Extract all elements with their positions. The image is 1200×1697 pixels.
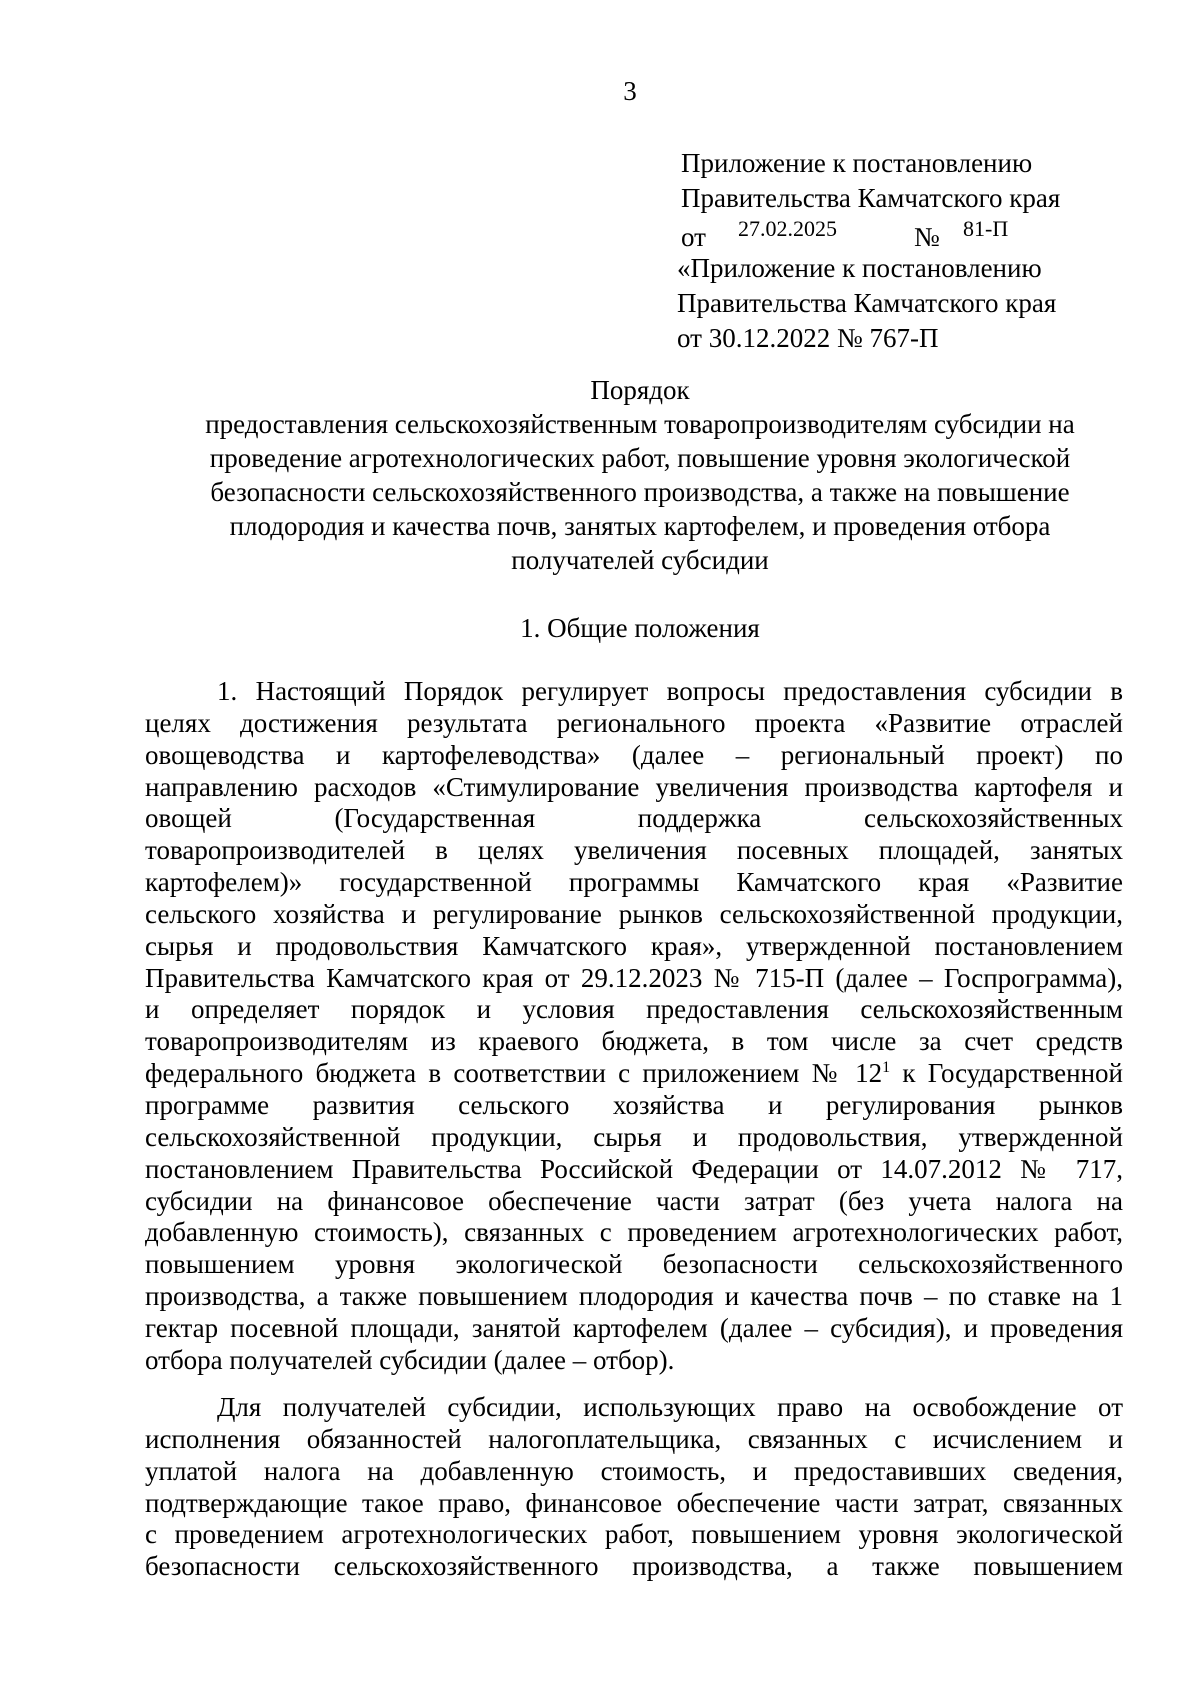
- document-subtitle: [160, 407, 1120, 577]
- paragraph-line: сельского хозяйства и регулирование рынков сельскохозяйственной продукции,: [145, 898, 1123, 929]
- paragraph-line: сельскохозяйственной продукции, сырья и продовольствия, утвержденной: [145, 1121, 1123, 1152]
- document-title: Порядок: [590, 375, 690, 405]
- paragraph-line: овощей (Государственная поддержка сельскохозяйственных: [145, 803, 1123, 834]
- paragraph-line: Для получателей субсидии, использующих право на освобождение от: [217, 1392, 1123, 1422]
- subtitle-line: безопасности сельскохозяйственного производства, а также на повышение: [210, 477, 1070, 507]
- paragraph-line-with-footnote: [145, 1058, 1123, 1090]
- paragraph-2: [145, 1392, 1123, 1583]
- prior-approval-line-3: от 30.12.2022 № 767-П: [677, 323, 939, 353]
- footnote-superscript: 1: [882, 1059, 891, 1077]
- paragraph-line: и определяет порядок и условия предоставления сельскохозяйственным: [145, 994, 1123, 1025]
- line-text-tail: к Государственной: [890, 1058, 1123, 1089]
- subtitle-line: получателей субсидии: [511, 545, 769, 575]
- paragraph-line: производства, а также повышением плодородия и качества почв – по ставке на 1: [145, 1281, 1123, 1312]
- paragraph-line: сырья и продовольствия Камчатского края», утвержденной постановлением: [145, 930, 1123, 961]
- page-number: 3: [623, 76, 637, 106]
- paragraph-line: отбора получателей субсидии (далее – отбор).: [145, 1344, 675, 1375]
- paragraph-line: программе развития сельского хозяйства и регулирования рынков: [145, 1089, 1123, 1120]
- approval-line-2: Правительства Камчатского края: [681, 183, 1061, 213]
- paragraph-line: субсидии на финансовое обеспечение части затрат (без учета налога на: [145, 1185, 1123, 1216]
- paragraph-line: Правительства Камчатского края от 29.12.2023 № 715-П (далее – Госпрограмма),: [145, 962, 1123, 993]
- paragraph-line: исполнения обязанностей налогоплательщика, связанных с исчислением и: [145, 1423, 1123, 1454]
- prior-approval-line-2: Правительства Камчатского края: [677, 288, 1057, 318]
- paragraph-line: безопасности сельскохозяйственного производства, а также повышением: [145, 1551, 1123, 1582]
- paragraph-line: постановлением Правительства Российской Федерации от 14.07.2012 № 717,: [145, 1153, 1123, 1184]
- approval-date-row: [681, 216, 1141, 252]
- approval-from-label: от: [681, 222, 706, 252]
- approval-number: 81-П: [963, 216, 1009, 241]
- paragraph-1: [145, 676, 1123, 1377]
- approval-date: 27.02.2025: [738, 216, 837, 241]
- prior-approval-reference: [677, 251, 1147, 356]
- paragraph-line: уплатой налога на добавленную стоимость, и предоставивших сведения,: [145, 1455, 1123, 1486]
- approval-line-1: Приложение к постановлению: [681, 148, 1033, 178]
- subtitle-line: предоставления сельскохозяйственным товаропроизводителям субсидии на: [205, 409, 1075, 439]
- section-heading: 1. Общие положения: [520, 613, 760, 643]
- paragraph-line: с проведением агротехнологических работ, повышением уровня экологической: [145, 1519, 1123, 1550]
- paragraph-line: направлению расходов «Стимулирование увеличения производства картофеля и: [145, 771, 1123, 802]
- approval-number-sign: №: [914, 222, 940, 252]
- paragraph-line: подтверждающие такое право, финансовое обеспечение части затрат, связанных: [145, 1487, 1123, 1518]
- paragraph-line: повышением уровня экологической безопасности сельскохозяйственного: [145, 1249, 1123, 1280]
- paragraph-line: 1. Настоящий Порядок регулирует вопросы предоставления субсидии в: [217, 676, 1123, 706]
- paragraph-line: целях достижения результата регионального проекта «Развитие отраслей: [145, 707, 1123, 738]
- paragraph-line: добавленную стоимость), связанных с проведением агротехнологических работ,: [145, 1217, 1123, 1248]
- paragraph-line: гектар посевной площади, занятой картофелем (далее – субсидия), и проведения: [145, 1312, 1123, 1343]
- approval-stamp: [681, 146, 1141, 252]
- line-text: федерального бюджета в соответствии с приложением № 12: [145, 1058, 883, 1089]
- subtitle-line: плодородия и качества почв, занятых картофелем, и проведения отбора: [229, 511, 1051, 541]
- paragraph-line: овощеводства и картофелеводства» (далее – региональный проект) по: [145, 739, 1123, 770]
- prior-approval-line-1: «Приложение к постановлению: [677, 253, 1042, 283]
- paragraph-line: товаропроизводителям из краевого бюджета, в том числе за счет средств: [145, 1026, 1123, 1057]
- paragraph-line: картофелем)» государственной программы Камчатского края «Развитие: [145, 867, 1123, 898]
- subtitle-line: проведение агротехнологических работ, повышение уровня экологической: [209, 443, 1071, 473]
- paragraph-line: товаропроизводителей в целях увеличения посевных площадей, занятых: [145, 835, 1123, 866]
